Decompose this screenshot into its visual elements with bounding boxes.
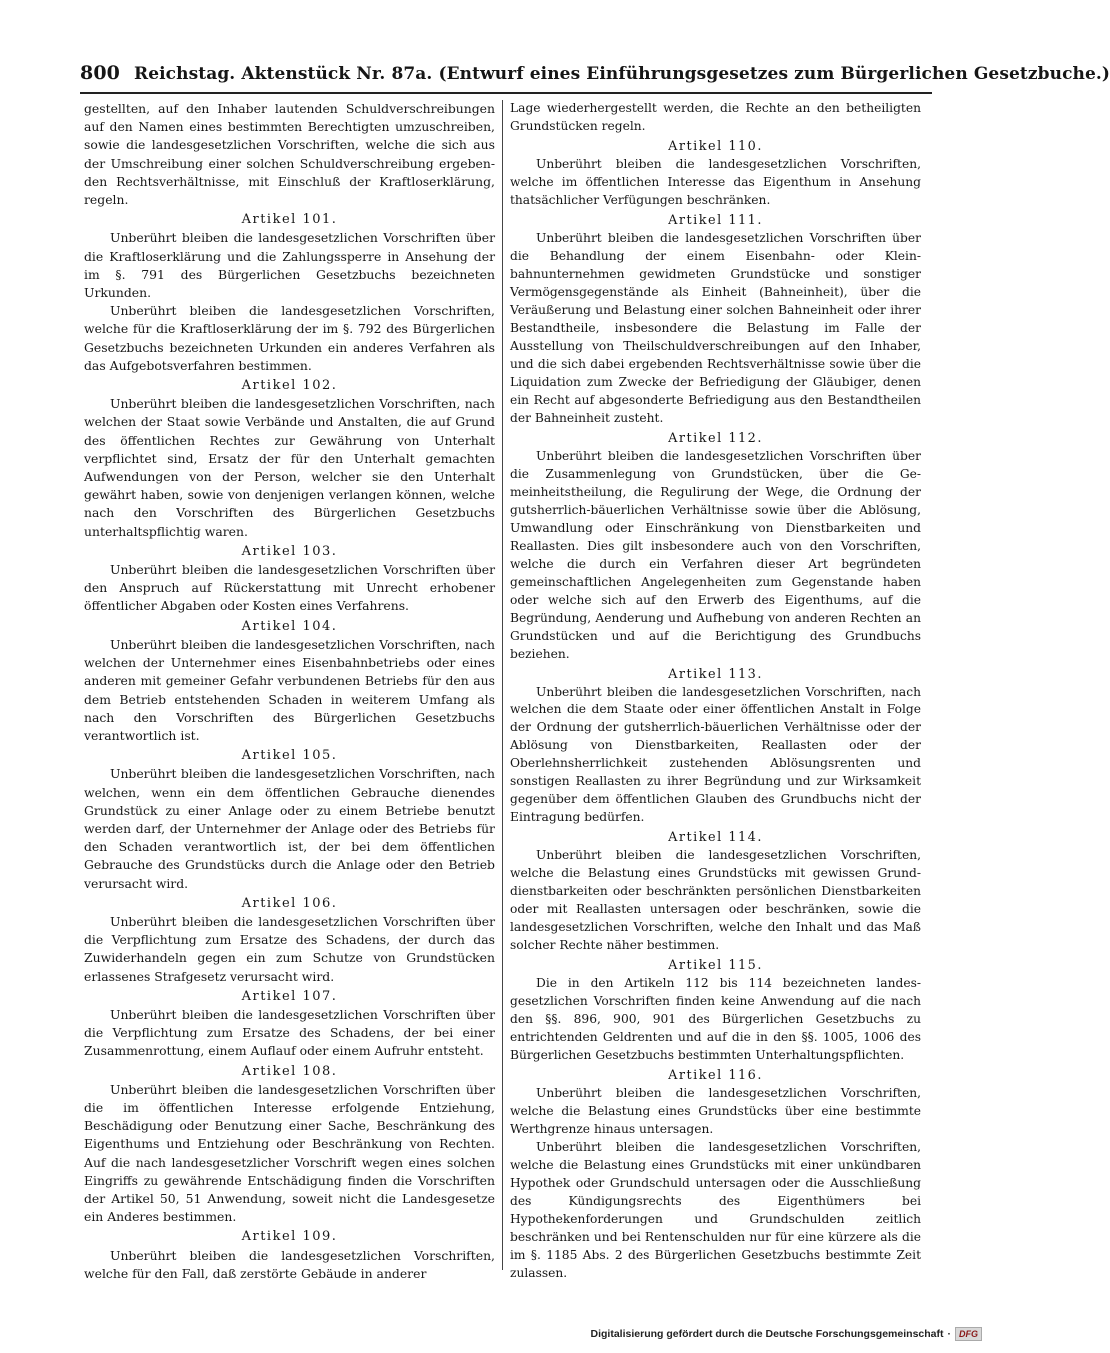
paragraph: Unberührt bleiben die landesgesetzlichen Vorschriften, welche die Belastung eines Grundstücks mit einer unkündbaren Hypothek oder Grundschuld untersagen oder die Ausschließung des Kündigungsrechts des Eigenthümers bei Hypothekenforderungen und Grundschulden zeitlich beschränken und bei Rentenschulden nur für eine kürzere als die im §. 1185 Abs. 2 des Bürgerlichen Gesetzbuchs bestimmte Zeit zulassen. [510, 1140, 921, 1280]
paragraph: Unberührt bleiben die landesgesetzlichen Vorschriften über den Anspruch auf Rückerstattung mit Unrecht erhobener öffentlicher Abgaben oder Kosten eines Verfahrens. [84, 562, 495, 614]
paragraph: Unberührt bleiben die landesgesetzlichen Vorschriften, welche im öffentlichen Interesse das Eigenthum in Ansehung thatsächlicher Verfügungen beschränken. [510, 156, 921, 207]
article-heading: Artikel 102. [241, 378, 338, 394]
paragraph: Unberührt bleiben die landesgesetzlichen Vorschriften, nach welchen der Staat sowie Verbände und Anstalten, die auf Grund des öffentlichen Rechtes zur Gewährung von Unterhalt verpflichtet sind, Ersatz der für den Unterhalt gemachten Aufwendungen von der Person, welcher sie den Unterhalt gewährt haben, sowie von denjenigen verlangen können, welche nach den Vorschriften des Bürgerlichen Gesetzbuchs unterhaltspflichtig waren. [84, 396, 495, 539]
paragraph: gestellten, auf den Inhaber lautenden Schuldverschreibungen auf den Namen eines bestimmten Berechtigten umzuschreiben, sowie die landesgesetzlichen Vorschriften, welche die sich aus der Umschreibung einer solchen Schuldverschreibung ergebenden Rechtsverhältnisse, mit Einschluß der Kraftloserklärung, regeln. [84, 101, 495, 208]
paragraph: Unberührt bleiben die landesgesetzlichen Vorschriften, welche die Belastung eines Grundstücks mit gewissen Grunddienstbarkeiten oder beschränkten persönlichen Dienstbarkeiten oder mit Reallasten untersagen oder beschränken, sowie die landesgesetzlichen Vorschriften, welche den Inhalt und das Maß solcher Rechte näher bestimmen. [510, 848, 921, 953]
paragraph: Lage wiederhergestellt werden, die Rechte an den betheiligten Grundstücken regeln. [510, 101, 921, 133]
article-heading: Artikel 106. [241, 895, 338, 911]
article-heading: Artikel 114. [668, 830, 763, 846]
article-heading: Artikel 112. [668, 430, 763, 446]
article-heading: Artikel 103. [241, 543, 338, 559]
paragraph: Unberührt bleiben die landesgesetzlichen Vorschriften, welche für den Fall, daß zerstörte Gebäude in anderer [84, 1247, 495, 1281]
column-divider [502, 100, 503, 1270]
page-header [80, 62, 1110, 92]
paragraph: Unberührt bleiben die landesgesetzlichen Vorschriften über die im öffentlichen Interesse erfolgende Entziehung, Beschädigung oder Benutzung einer Sache, Beschränkung des Eigenthums und Entziehung oder Beschränkung von Rechten. Auf die nach landesgesetzlicher Vorschrift wegen eines solchen Eingriffs zu gewährende Entschädigung finden die Vorschriften der Artikel 50, 51 Anwendung, soweit nicht die Landesgesetze ein Anderes bestimmen. [84, 1081, 495, 1225]
running-title: Reichstag. Aktenstück Nr. 87a. (Entwurf eines Einführungsgesetzes zum Bürgerlichen Gesetzbuche.) [133, 64, 1110, 84]
paragraph: Unberührt bleiben die landesgesetzlichen Vorschriften, nach welchen, wenn ein dem öffentlichen Gebrauche dienendes Grundstück zu einer Anlage oder zu einem Betriebe benutzt werden darf, der Unternehmer der Anlage oder des Betriebs für den Schaden verantwortlich ist, der bei dem öffentlichen Gebrauche des Grundstücks durch die Anlage oder den Betrieb verursacht wird. [84, 766, 495, 891]
paragraph: Unberührt bleiben die landesgesetzlichen Vorschriften über die Verpflichtung zum Ersatze des Schadens, der bei einer Zusammenrottung, einem Auflauf oder einem Aufruhr entsteht. [84, 1006, 495, 1059]
article-heading: Artikel 113. [668, 666, 763, 682]
paragraph: Unberührt bleiben die landesgesetzlichen Vorschriften über die Zusammenlegung von Grundstücken, über die Gemeinheitstheilung, die Regulirung der Wege, die Ordnung der gutsherrlich-bäuerlichen Verhältnisse sowie über die Ablösung, Umwandlung oder Einschränkung von Dienstbarkeiten und Reallasten. Dies gilt insbesondere auch von den Vorschriften, welche die durch ein Verfahren dieser Art begründeten gemeinschaftlichen Angelegenheiten zum Gegenstande haben oder welche sich auf den Erwerb des Eigenthums, auf die Begründung, Aenderung und Aufhebung von anderen Rechten an Grundstücken und auf die Berichtigung des Grundbuchs beziehen. [510, 448, 921, 661]
article-heading: Artikel 115. [668, 958, 763, 974]
article-heading: Artikel 105. [241, 748, 338, 764]
paragraph: Unberührt bleiben die landesgesetzlichen Vorschriften, welche die Belastung eines Grundstücks über eine bestimmte Werthgrenze hinaus untersagen. [510, 1086, 921, 1137]
article-heading: Artikel 107. [241, 988, 338, 1004]
right-column [510, 100, 921, 1283]
article-heading: Artikel 109. [241, 1229, 338, 1245]
paragraph: Unberührt bleiben die landesgesetzlichen Vorschriften über die Verpflichtung zum Ersatze des Schadens, der durch das Zuwiderhandeln gegen ein zum Schutze von Grundstücken erlassenes Strafgesetz verursacht wird. [84, 913, 495, 984]
paragraph: Unberührt bleiben die landesgesetzlichen Vorschriften, nach welchen der Unternehmer eines Eisenbahnbetriebs oder eines anderen mit gemeiner Gefahr verbundenen Betriebs für den aus dem Betrieb entstehenden Schaden in weiterem Umfang als nach den Vorschriften des Bürgerlichen Gesetzbuchs verantwortlich ist. [84, 636, 495, 743]
paragraph: Die in den Artikeln 112 bis 114 bezeichneten landesgesetzlichen Vorschriften finden keine Anwendung auf die nach den §§. 896, 900, 901 des Bürgerlichen Gesetzbuchs zu entrichtenden Geldrenten und auf die in den §§. 1005, 1006 des Bürgerlichen Gesetzbuchs bestimmten Unterhaltungspflichten. [510, 976, 921, 1063]
header-rule [80, 92, 932, 94]
paragraph: Unberührt bleiben die landesgesetzlichen Vorschriften, nach welchen die dem Staate oder einer öffentlichen Anstalt in Folge der Ordnung der gutsherrlich-bäuerlichen Verhältnisse oder der Ablösung von Dienstbarkeiten, Reallasten oder der Oberlehnsherrlichkeit zustehenden Ablösungsrenten und sonstigen Reallasten zu ihrer Begründung und zur Wirksamkeit gegenüber dem öffentlichen Glauben des Grundbuchs nicht der Eintragung bedürfen. [510, 684, 921, 825]
footer-credit: Digitalisierung gefördert durch die Deutsche Forschungsgemeinschaft [590, 1328, 944, 1340]
paragraph: Unberührt bleiben die landesgesetzlichen Vorschriften über die Behandlung der einem Eisenbahn- oder Kleinbahnunternehmen gewidmeten Grundstücke und sonstiger Vermögensgegenstände als Einheit (Bahneinheit), über die Veräußerung und Belastung einer solchen Bahneinheit oder ihrer Bestandtheile, insbesondere die Belastung im Falle der Ausstellung von Theilschuldverschreibungen auf den Inhaber, und die sich dabei ergebenden Rechtsverhältnisse sowie über die Liquidation zum Zwecke der Befriedigung der Gläubiger, denen ein Recht auf abgesonderte Befriedigung aus den Bestandtheilen der Bahneinheit zusteht. [510, 230, 921, 425]
article-heading: Artikel 111. [668, 212, 763, 228]
digitization-footer: Digitalisierung gefördert durch die Deutsche Forschungsgemeinschaft · DFG [591, 1325, 982, 1343]
page-number: 800 [80, 62, 120, 84]
left-column [84, 100, 495, 1283]
paragraph: Unberührt bleiben die landesgesetzlichen Vorschriften über die Kraftloserklärung und die Zahlungssperre in Ansehung der im §. 791 des Bürgerlichen Gesetzbuchs bezeichneten Urkunden. [84, 230, 495, 301]
article-heading: Artikel 108. [241, 1063, 338, 1079]
article-heading: Artikel 104. [241, 618, 338, 634]
paragraph: Unberührt bleiben die landesgesetzlichen Vorschriften, welche für die Kraftloserklärung der im §. 792 des Bürgerlichen Gesetzbuchs bezeichneten Urkunden ein anderes Verfahren als das Aufgebotsverfahren bestimmen. [84, 303, 495, 373]
article-heading: Artikel 116. [668, 1068, 763, 1084]
article-heading: Artikel 101. [241, 212, 338, 228]
dfg-logo: DFG [955, 1327, 982, 1341]
article-heading: Artikel 110. [668, 138, 763, 154]
